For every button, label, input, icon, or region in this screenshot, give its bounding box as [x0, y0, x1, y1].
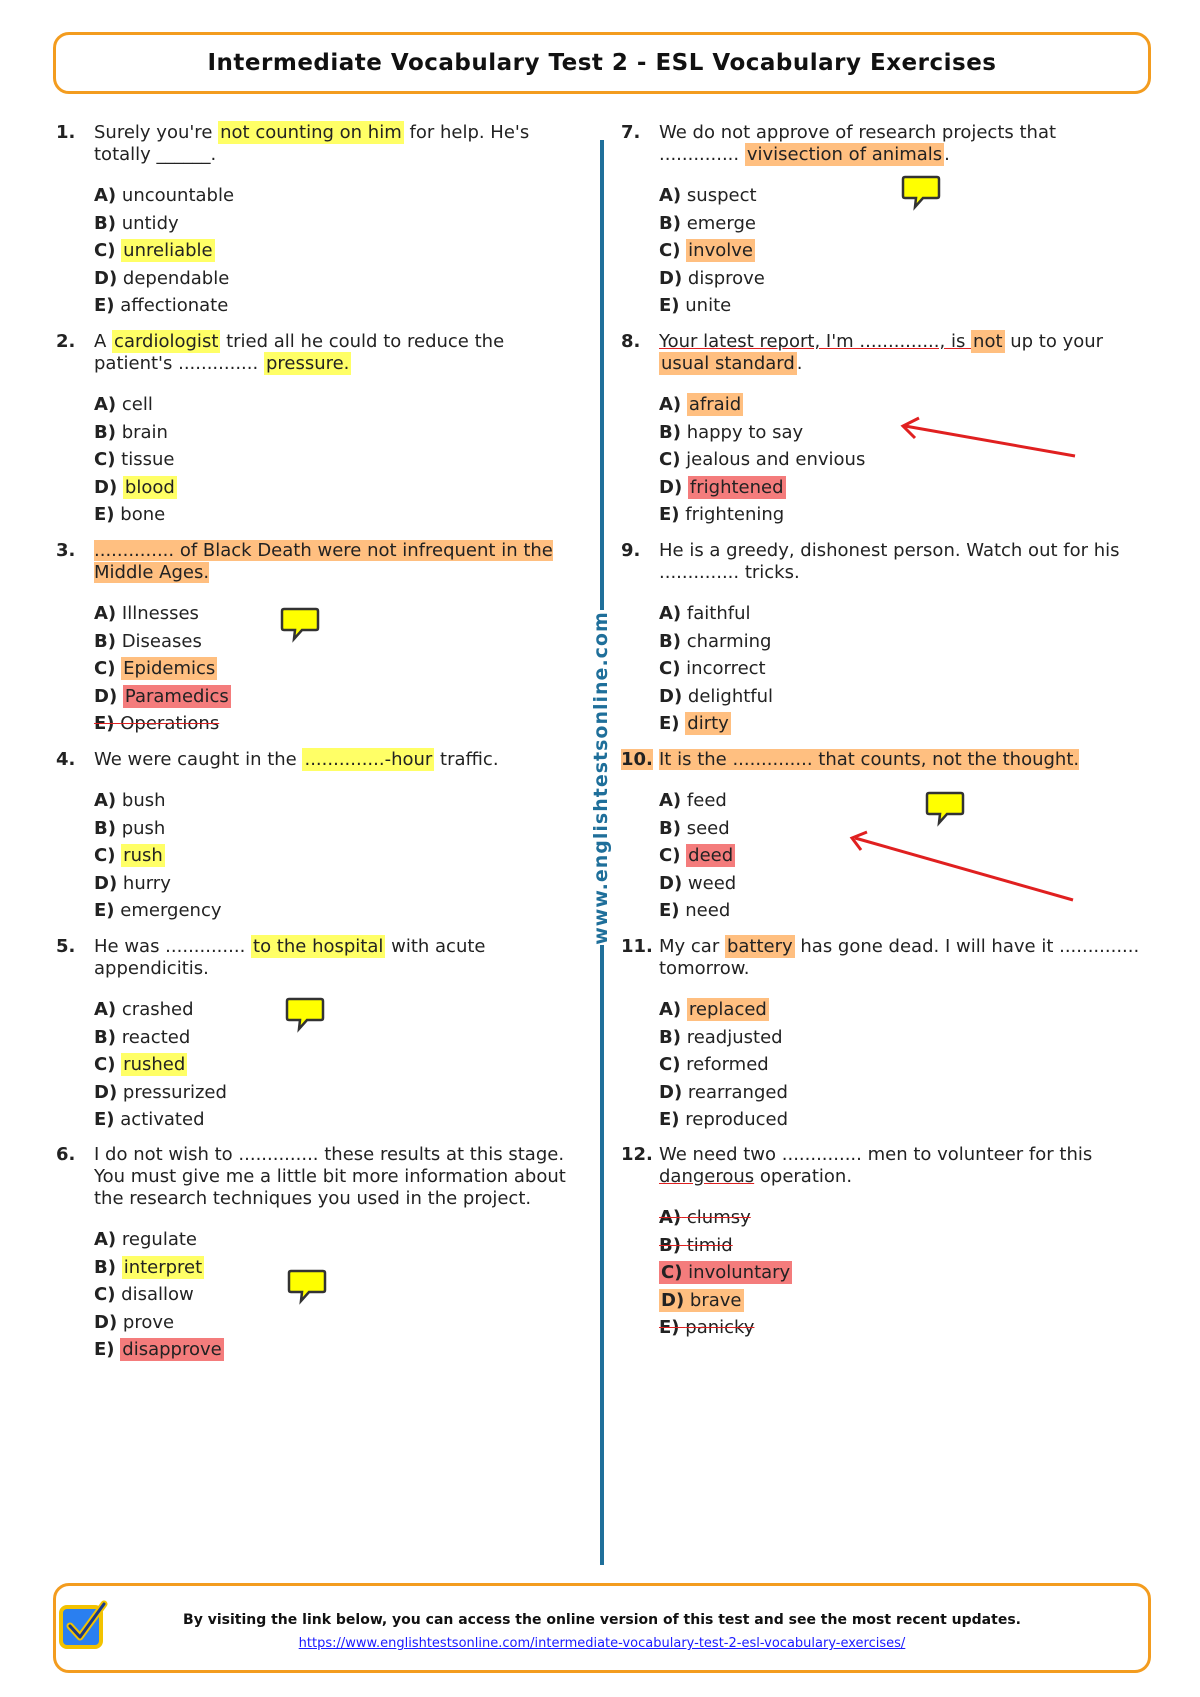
option-c[interactable]: C) Epidemics	[94, 658, 216, 679]
question-text: A cardiologist tried all he could to reduce the patient's .............. pressure.	[94, 331, 505, 374]
option-e[interactable]: E) activated	[94, 1109, 205, 1130]
question-9	[621, 540, 1141, 740]
question-text: He is a greedy, dishonest person. Watch out for his .............. tricks.	[659, 540, 1120, 583]
option-c[interactable]: C) rushed	[94, 1054, 186, 1075]
option-e[interactable]: E) panicky	[659, 1317, 755, 1338]
option-a[interactable]: A) afraid	[659, 394, 742, 415]
arrow-annotation-icon	[845, 830, 1080, 906]
option-c[interactable]: C) deed	[659, 845, 734, 866]
option-b[interactable]: B) interpret	[94, 1256, 203, 1278]
comment-icon[interactable]	[280, 606, 320, 644]
option-a[interactable]: A) replaced	[659, 999, 767, 1020]
option-b[interactable]: B) reacted	[94, 1026, 191, 1048]
comment-icon[interactable]	[287, 1268, 327, 1306]
question-number: 3.	[56, 540, 76, 561]
option-e[interactable]: E) need	[659, 900, 731, 921]
option-a[interactable]: A) clumsy	[659, 1207, 751, 1228]
option-e[interactable]: E) affectionate	[94, 295, 229, 316]
option-c[interactable]: C) involuntary	[661, 1262, 791, 1283]
question-1	[56, 122, 576, 322]
option-d[interactable]: D) blood	[94, 476, 175, 498]
option-b[interactable]: B) happy to say	[659, 421, 804, 443]
answer-options	[94, 393, 576, 531]
page-title: Intermediate Vocabulary Test 2 - ESL Vocabulary Exercises	[207, 50, 997, 76]
title-box	[53, 32, 1151, 94]
answer-options	[94, 1228, 576, 1366]
option-a[interactable]: A) regulate	[94, 1229, 197, 1250]
question-number: 10.	[621, 749, 653, 770]
option-d[interactable]: D) disprove	[659, 267, 765, 289]
question-4	[56, 749, 576, 927]
option-e[interactable]: E) emergency	[94, 900, 222, 921]
option-c[interactable]: C) jealous and envious	[659, 449, 866, 470]
question-7	[621, 122, 1141, 322]
question-number: 9.	[621, 540, 641, 561]
option-e[interactable]: E) bone	[94, 504, 166, 525]
question-number: 2.	[56, 331, 76, 352]
option-a[interactable]: A) Illnesses	[94, 603, 199, 624]
question-11	[621, 936, 1141, 1136]
option-b[interactable]: B) seed	[659, 817, 730, 839]
option-d[interactable]: D) pressurized	[94, 1081, 227, 1103]
option-e[interactable]: E) disapprove	[94, 1339, 222, 1360]
comment-icon[interactable]	[901, 174, 941, 212]
question-number: 12.	[621, 1144, 653, 1165]
option-d[interactable]: D) dependable	[94, 267, 230, 289]
question-text: My car battery has gone dead. I will have it .............. tomorrow.	[659, 936, 1140, 979]
option-c[interactable]: C) disallow	[94, 1284, 194, 1305]
footer-box	[53, 1583, 1151, 1673]
column-divider-top	[600, 140, 604, 610]
option-c[interactable]: C) unreliable	[94, 240, 213, 261]
option-c[interactable]: C) incorrect	[659, 658, 766, 679]
option-a[interactable]: A) suspect	[659, 185, 757, 206]
question-text: Surely you're not counting on him for help. He's totally ______.	[94, 122, 530, 165]
question-number: 8.	[621, 331, 641, 352]
option-b[interactable]: B) Diseases	[94, 630, 202, 652]
answer-options	[94, 998, 576, 1136]
question-number: 6.	[56, 1144, 76, 1165]
option-c[interactable]: C) involve	[659, 240, 753, 261]
option-d[interactable]: D) weed	[659, 872, 737, 894]
question-5	[56, 936, 576, 1136]
option-b[interactable]: B) untidy	[94, 212, 179, 234]
option-a[interactable]: A) feed	[659, 790, 727, 811]
option-e[interactable]: E) Operations	[94, 713, 220, 734]
option-d[interactable]: D) rearranged	[659, 1081, 788, 1103]
question-number: 1.	[56, 122, 76, 143]
option-a[interactable]: A) faithful	[659, 603, 751, 624]
option-e[interactable]: E) dirty	[659, 713, 729, 734]
checkbox-logo-icon	[58, 1600, 108, 1650]
question-text: He was .............. to the hospital with acute appendicitis.	[94, 936, 486, 979]
question-text: I do not wish to .............. these results at this stage. You must give me a little bit more information about the research techniques you used in the project.	[94, 1144, 566, 1209]
option-d[interactable]: D) hurry	[94, 872, 171, 894]
question-number: 4.	[56, 749, 76, 770]
option-c[interactable]: C) reformed	[659, 1054, 769, 1075]
option-d[interactable]: D) delightful	[659, 685, 774, 707]
column-divider-bottom	[600, 945, 604, 1565]
option-a[interactable]: A) cell	[94, 394, 153, 415]
question-6	[56, 1144, 576, 1366]
arrow-annotation-icon	[895, 412, 1085, 464]
option-b[interactable]: B) brain	[94, 421, 168, 443]
question-text: It is the .............. that counts, not the thought.	[659, 749, 1080, 770]
question-number: 11.	[621, 936, 653, 957]
question-text: We were caught in the ..............-hour traffic.	[94, 749, 499, 770]
option-a[interactable]: A) crashed	[94, 999, 194, 1020]
question-text: .............. of Black Death were not infrequent in the Middle Ages.	[94, 540, 553, 583]
comment-icon[interactable]	[925, 790, 965, 828]
answer-options	[659, 1206, 1141, 1344]
option-c[interactable]: C) tissue	[94, 449, 175, 470]
comment-icon[interactable]	[285, 996, 325, 1034]
option-e[interactable]: E) frightening	[659, 504, 785, 525]
answer-options	[94, 602, 576, 740]
answer-options	[659, 602, 1141, 740]
footer-text: By visiting the link below, you can access the online version of this test and see the most recent updates.	[183, 1612, 1021, 1628]
option-b[interactable]: B) emerge	[659, 212, 756, 234]
option-d[interactable]: D) brave	[661, 1289, 742, 1311]
option-b[interactable]: B) charming	[659, 630, 772, 652]
question-12	[621, 1144, 1141, 1344]
option-a[interactable]: A) bush	[94, 790, 166, 811]
answer-options	[659, 998, 1141, 1136]
vertical-site-url[interactable]: www.englishtestsonline.com	[590, 611, 612, 945]
question-text: We do not approve of research projects that .............. vivisection of animals .	[659, 122, 1057, 165]
option-b[interactable]: B) push	[94, 817, 166, 839]
question-text: Your latest report, I'm .............., is not up to your usual standard .	[659, 331, 1104, 374]
option-b[interactable]: B) timid	[659, 1234, 733, 1256]
option-d[interactable]: D) frightened	[659, 476, 784, 498]
question-2	[56, 331, 576, 531]
option-c[interactable]: C) rush	[94, 845, 163, 866]
question-number: 5.	[56, 936, 76, 957]
question-number: 7.	[621, 122, 641, 143]
option-e[interactable]: E) reproduced	[659, 1109, 789, 1130]
answer-options	[94, 789, 576, 927]
option-a[interactable]: A) uncountable	[94, 185, 235, 206]
option-e[interactable]: E) unite	[659, 295, 732, 316]
option-b[interactable]: B) readjusted	[659, 1026, 783, 1048]
footer-link[interactable]: https://www.englishtestsonline.com/intermediate-vocabulary-test-2-esl-vocabulary-exercises/	[298, 1636, 906, 1651]
option-d[interactable]: D) prove	[94, 1311, 175, 1333]
question-text: We need two .............. men to volunteer for this dangerous operation.	[659, 1144, 1093, 1187]
option-d[interactable]: D) Paramedics	[94, 685, 229, 707]
answer-options	[94, 184, 576, 322]
answer-options	[659, 184, 1141, 322]
